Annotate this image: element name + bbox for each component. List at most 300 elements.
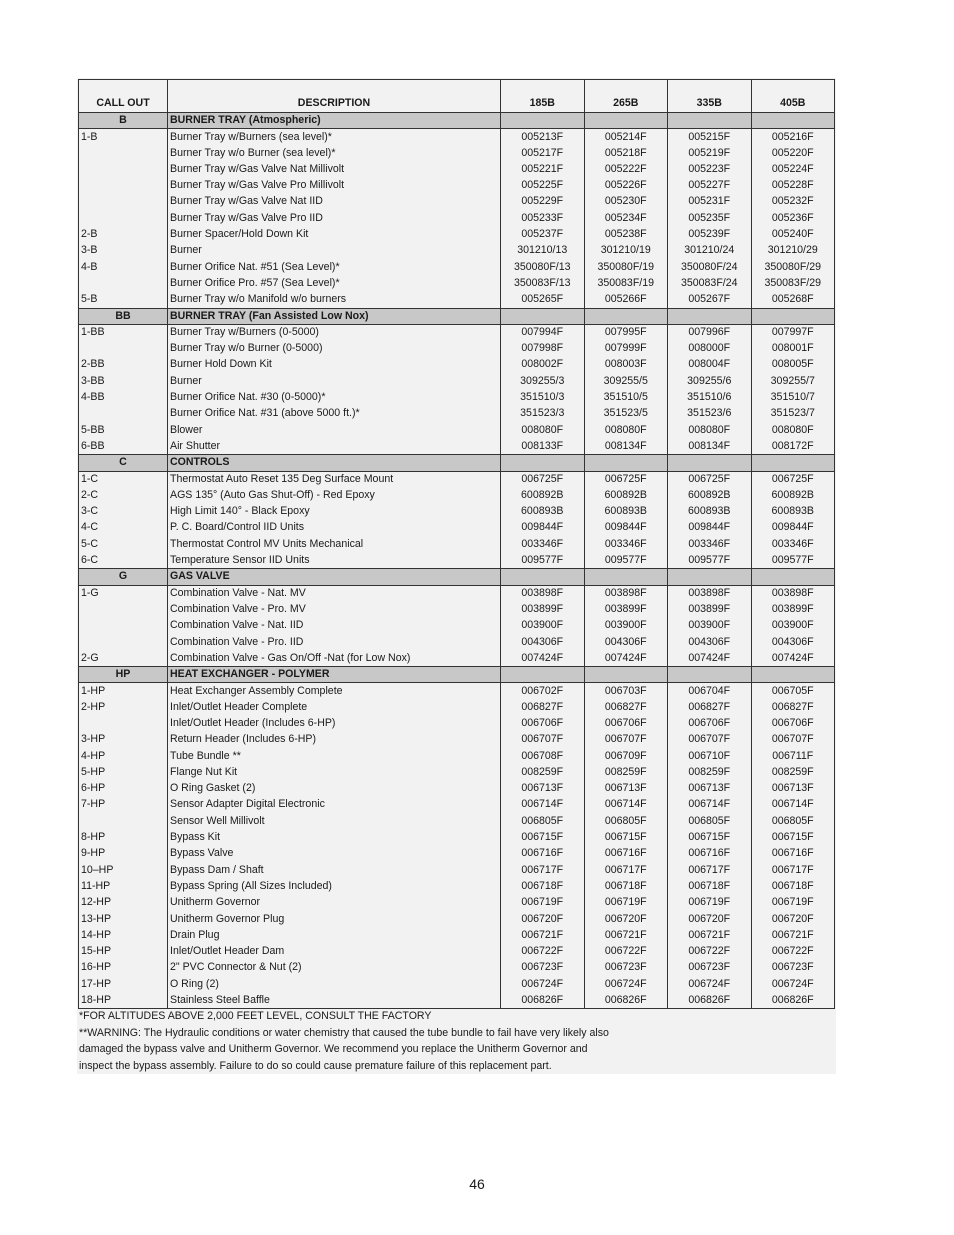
part-number-335b: 006717F: [668, 862, 752, 878]
part-number-265b: 005266F: [584, 292, 668, 308]
part-number-265b: 006826F: [584, 993, 668, 1009]
call-out-cell: 6-HP: [79, 781, 168, 797]
part-number-405b: 006723F: [751, 960, 835, 976]
part-number-405b: 003899F: [751, 601, 835, 617]
call-out-cell: 4-B: [79, 259, 168, 275]
part-number-405b: 007997F: [751, 324, 835, 340]
table-row: [79, 699, 835, 715]
table-row: [79, 487, 835, 503]
part-number-185b: 003900F: [501, 618, 585, 634]
part-number-335b: 006722F: [668, 944, 752, 960]
part-number-405b: 006718F: [751, 878, 835, 894]
description-cell: Air Shutter: [168, 438, 501, 454]
description-cell: Burner Tray w/Burners (sea level)*: [168, 129, 501, 145]
part-number-265b: 006718F: [584, 878, 668, 894]
call-out-cell: 1-G: [79, 585, 168, 601]
part-number-265b: 006709F: [584, 748, 668, 764]
table-row: [79, 732, 835, 748]
header-description: DESCRIPTION: [168, 80, 501, 113]
description-cell: Temperature Sensor IID Units: [168, 553, 501, 569]
table-row: [79, 129, 835, 145]
call-out-cell: 4-HP: [79, 748, 168, 764]
section-empty-cell: [584, 455, 668, 471]
part-number-335b: 600892B: [668, 487, 752, 503]
call-out-cell: [79, 145, 168, 161]
description-cell: Burner Orifice Pro. #57 (Sea Level)*: [168, 275, 501, 291]
table-row: [79, 553, 835, 569]
altitude-note: *FOR ALTITUDES ABOVE 2,000 FEET LEVEL, CONSULT THE FACTORY: [79, 1010, 432, 1022]
part-number-185b: 005265F: [501, 292, 585, 308]
part-number-335b: 008134F: [668, 438, 752, 454]
section-empty-cell: [751, 569, 835, 585]
part-number-405b: 006720F: [751, 911, 835, 927]
description-cell: Burner Tray w/Gas Valve Pro IID: [168, 210, 501, 226]
part-number-335b: 006707F: [668, 732, 752, 748]
part-number-335b: 007996F: [668, 324, 752, 340]
section-empty-cell: [501, 113, 585, 129]
call-out-cell: 7-HP: [79, 797, 168, 813]
call-out-cell: [79, 341, 168, 357]
description-cell: Combination Valve - Pro. IID: [168, 634, 501, 650]
part-number-405b: 351510/7: [751, 390, 835, 406]
part-number-405b: 006721F: [751, 927, 835, 943]
description-cell: Bypass Valve: [168, 846, 501, 862]
part-number-265b: 006707F: [584, 732, 668, 748]
part-number-335b: 008004F: [668, 357, 752, 373]
part-number-185b: 008133F: [501, 438, 585, 454]
part-number-405b: 005216F: [751, 129, 835, 145]
section-empty-cell: [584, 667, 668, 683]
part-number-335b: 006716F: [668, 846, 752, 862]
part-number-335b: 600893B: [668, 504, 752, 520]
table-row: [79, 536, 835, 552]
part-number-335b: 006721F: [668, 927, 752, 943]
description-cell: Unitherm Governor Plug: [168, 911, 501, 927]
description-cell: Burner Tray w/o Manifold w/o burners: [168, 292, 501, 308]
part-number-405b: 005220F: [751, 145, 835, 161]
part-number-185b: 003899F: [501, 601, 585, 617]
part-number-265b: 003900F: [584, 618, 668, 634]
warning-note-line: inspect the bypass assembly. Failure to do so could cause premature failure of this replacement part.: [79, 1059, 552, 1072]
description-cell: Bypass Kit: [168, 830, 501, 846]
part-number-405b: 006711F: [751, 748, 835, 764]
description-cell: Burner Hold Down Kit: [168, 357, 501, 373]
call-out-cell: 2-C: [79, 487, 168, 503]
description-cell: High Limit 140° - Black Epoxy: [168, 504, 501, 520]
table-row: [79, 275, 835, 291]
part-number-405b: 008005F: [751, 357, 835, 373]
part-number-405b: 006805F: [751, 813, 835, 829]
description-cell: Thermostat Control MV Units Mechanical: [168, 536, 501, 552]
part-number-405b: 008001F: [751, 341, 835, 357]
part-number-265b: 008259F: [584, 764, 668, 780]
part-number-265b: 006715F: [584, 830, 668, 846]
call-out-cell: 14-HP: [79, 927, 168, 943]
table-row: [79, 390, 835, 406]
part-number-335b: 005215F: [668, 129, 752, 145]
table-header-row: [79, 80, 835, 113]
part-number-185b: 006717F: [501, 862, 585, 878]
part-number-405b: 008259F: [751, 764, 835, 780]
description-cell: Return Header (Includes 6-HP): [168, 732, 501, 748]
part-number-335b: 005227F: [668, 178, 752, 194]
part-number-185b: 600893B: [501, 504, 585, 520]
part-number-405b: 005224F: [751, 161, 835, 177]
page-number: 46: [469, 1176, 485, 1192]
part-number-265b: 006724F: [584, 976, 668, 992]
section-empty-cell: [584, 308, 668, 324]
description-cell: Burner: [168, 243, 501, 259]
part-number-405b: 006722F: [751, 944, 835, 960]
table-row: [79, 227, 835, 243]
part-number-265b: 006703F: [584, 683, 668, 699]
call-out-cell: 15-HP: [79, 944, 168, 960]
table-row: [79, 406, 835, 422]
part-number-185b: 007994F: [501, 324, 585, 340]
part-number-185b: 006722F: [501, 944, 585, 960]
table-row: [79, 357, 835, 373]
part-number-265b: 007995F: [584, 324, 668, 340]
part-number-405b: 005236F: [751, 210, 835, 226]
part-number-335b: 005223F: [668, 161, 752, 177]
part-number-185b: 350083F/13: [501, 275, 585, 291]
call-out-cell: 2-B: [79, 227, 168, 243]
part-number-185b: 006702F: [501, 683, 585, 699]
part-number-405b: 301210/29: [751, 243, 835, 259]
part-number-405b: 006724F: [751, 976, 835, 992]
call-out-cell: 17-HP: [79, 976, 168, 992]
table-row: [79, 210, 835, 226]
call-out-cell: 18-HP: [79, 993, 168, 1009]
part-number-185b: 600892B: [501, 487, 585, 503]
table-row: [79, 520, 835, 536]
part-number-405b: 005268F: [751, 292, 835, 308]
part-number-185b: 005237F: [501, 227, 585, 243]
part-number-335b: 003899F: [668, 601, 752, 617]
header-model-185b: 185B: [501, 80, 585, 113]
part-number-335b: 301210/24: [668, 243, 752, 259]
part-number-265b: 309255/5: [584, 373, 668, 389]
description-cell: Combination Valve - Nat. IID: [168, 618, 501, 634]
part-number-185b: 009844F: [501, 520, 585, 536]
table-row: [79, 764, 835, 780]
part-number-405b: 351523/7: [751, 406, 835, 422]
part-number-405b: 007424F: [751, 650, 835, 666]
description-cell: Burner Orifice Nat. #51 (Sea Level)*: [168, 259, 501, 275]
part-number-405b: 006707F: [751, 732, 835, 748]
part-number-335b: 006723F: [668, 960, 752, 976]
part-number-405b: 006714F: [751, 797, 835, 813]
table-row: [79, 618, 835, 634]
section-empty-cell: [751, 308, 835, 324]
call-out-cell: 9-HP: [79, 846, 168, 862]
section-header-row: [79, 113, 835, 129]
part-number-335b: 005267F: [668, 292, 752, 308]
part-number-265b: 351510/5: [584, 390, 668, 406]
table-row: [79, 292, 835, 308]
section-title: CONTROLS: [168, 455, 501, 471]
section-empty-cell: [501, 569, 585, 585]
table-row: [79, 145, 835, 161]
part-number-405b: 600893B: [751, 504, 835, 520]
part-number-335b: 006826F: [668, 993, 752, 1009]
part-number-405b: 009844F: [751, 520, 835, 536]
part-number-185b: 006721F: [501, 927, 585, 943]
part-number-185b: 006715F: [501, 830, 585, 846]
warning-note-line: damaged the bypass valve and Unitherm Governor. We recommend you replace the Unitherm Governor and: [79, 1043, 588, 1055]
part-number-335b: 004306F: [668, 634, 752, 650]
table-row: [79, 438, 835, 454]
call-out-cell: 5-HP: [79, 764, 168, 780]
description-cell: Combination Valve - Nat. MV: [168, 585, 501, 601]
part-number-185b: 006805F: [501, 813, 585, 829]
table-row: [79, 178, 835, 194]
description-cell: P. C. Board/Control IID Units: [168, 520, 501, 536]
section-empty-cell: [668, 667, 752, 683]
part-number-405b: 003346F: [751, 536, 835, 552]
part-number-405b: 005240F: [751, 227, 835, 243]
description-cell: Thermostat Auto Reset 135 Deg Surface Mount: [168, 471, 501, 487]
table-row: [79, 748, 835, 764]
description-cell: Stainless Steel Baffle: [168, 993, 501, 1009]
part-number-335b: 009577F: [668, 553, 752, 569]
part-number-405b: 309255/7: [751, 373, 835, 389]
part-number-265b: 006827F: [584, 699, 668, 715]
call-out-cell: 1-BB: [79, 324, 168, 340]
table-row: [79, 650, 835, 666]
part-number-185b: 006724F: [501, 976, 585, 992]
part-number-185b: 009577F: [501, 553, 585, 569]
call-out-cell: [79, 601, 168, 617]
call-out-cell: [79, 275, 168, 291]
part-number-185b: 006719F: [501, 895, 585, 911]
table-row: [79, 993, 835, 1009]
description-cell: Inlet/Outlet Header Dam: [168, 944, 501, 960]
part-number-185b: 006725F: [501, 471, 585, 487]
call-out-cell: 3-C: [79, 504, 168, 520]
part-number-185b: 008259F: [501, 764, 585, 780]
part-number-265b: 006706F: [584, 715, 668, 731]
description-cell: AGS 135° (Auto Gas Shut-Off) - Red Epoxy: [168, 487, 501, 503]
description-cell: Inlet/Outlet Header (Includes 6-HP): [168, 715, 501, 731]
section-code: HP: [79, 667, 168, 683]
part-number-265b: 008134F: [584, 438, 668, 454]
part-number-265b: 006719F: [584, 895, 668, 911]
part-number-265b: 006716F: [584, 846, 668, 862]
part-number-265b: 009844F: [584, 520, 668, 536]
part-number-335b: 003900F: [668, 618, 752, 634]
table-row: [79, 878, 835, 894]
part-number-265b: 006805F: [584, 813, 668, 829]
part-number-265b: 350083F/19: [584, 275, 668, 291]
part-number-265b: 600893B: [584, 504, 668, 520]
call-out-cell: 6-C: [79, 553, 168, 569]
table-row: [79, 422, 835, 438]
call-out-cell: 1-B: [79, 129, 168, 145]
header-call-out: CALL OUT: [79, 80, 168, 113]
section-empty-cell: [668, 308, 752, 324]
call-out-cell: 3-B: [79, 243, 168, 259]
part-number-265b: 006725F: [584, 471, 668, 487]
part-number-265b: 006720F: [584, 911, 668, 927]
part-number-405b: 006705F: [751, 683, 835, 699]
part-number-265b: 350080F/19: [584, 259, 668, 275]
call-out-cell: [79, 178, 168, 194]
part-number-405b: 350080F/29: [751, 259, 835, 275]
part-number-405b: 004306F: [751, 634, 835, 650]
part-number-335b: 006725F: [668, 471, 752, 487]
call-out-cell: 5-C: [79, 536, 168, 552]
description-cell: O Ring Gasket (2): [168, 781, 501, 797]
call-out-cell: [79, 618, 168, 634]
section-title: HEAT EXCHANGER - POLYMER: [168, 667, 501, 683]
table-row: [79, 813, 835, 829]
table-row: [79, 471, 835, 487]
part-number-335b: 009844F: [668, 520, 752, 536]
part-number-265b: 005218F: [584, 145, 668, 161]
description-cell: Inlet/Outlet Header Complete: [168, 699, 501, 715]
part-number-335b: 008080F: [668, 422, 752, 438]
part-number-185b: 005213F: [501, 129, 585, 145]
part-number-265b: 005234F: [584, 210, 668, 226]
part-number-335b: 008000F: [668, 341, 752, 357]
part-number-265b: 003346F: [584, 536, 668, 552]
description-cell: Bypass Spring (All Sizes Included): [168, 878, 501, 894]
description-cell: Burner Tray w/Burners (0-5000): [168, 324, 501, 340]
part-number-335b: 005231F: [668, 194, 752, 210]
parts-table-body: [79, 113, 835, 1009]
description-cell: O Ring (2): [168, 976, 501, 992]
table-row: [79, 830, 835, 846]
part-number-185b: 006723F: [501, 960, 585, 976]
call-out-cell: 13-HP: [79, 911, 168, 927]
part-number-405b: 003900F: [751, 618, 835, 634]
header-model-265b: 265B: [584, 80, 668, 113]
call-out-cell: [79, 194, 168, 210]
section-code: G: [79, 569, 168, 585]
section-empty-cell: [668, 455, 752, 471]
description-cell: Bypass Dam / Shaft: [168, 862, 501, 878]
call-out-cell: 3-BB: [79, 373, 168, 389]
part-number-265b: 006721F: [584, 927, 668, 943]
description-cell: Sensor Well Millivolt: [168, 813, 501, 829]
part-number-265b: 005222F: [584, 161, 668, 177]
description-cell: Unitherm Governor: [168, 895, 501, 911]
section-code: B: [79, 113, 168, 129]
section-empty-cell: [584, 113, 668, 129]
section-empty-cell: [668, 569, 752, 585]
call-out-cell: 1-C: [79, 471, 168, 487]
part-number-335b: 006704F: [668, 683, 752, 699]
description-cell: Burner: [168, 373, 501, 389]
part-number-265b: 008003F: [584, 357, 668, 373]
part-number-405b: 005228F: [751, 178, 835, 194]
call-out-cell: 11-HP: [79, 878, 168, 894]
header-model-335b: 335B: [668, 80, 752, 113]
call-out-cell: [79, 634, 168, 650]
part-number-185b: 004306F: [501, 634, 585, 650]
part-number-185b: 006706F: [501, 715, 585, 731]
warning-note-line: **WARNING: The Hydraulic conditions or water chemistry that caused the tube bundle to fail have very likely also: [79, 1026, 609, 1039]
part-number-265b: 006717F: [584, 862, 668, 878]
footnotes: [79, 1008, 835, 1074]
part-number-335b: 351510/6: [668, 390, 752, 406]
description-cell: Drain Plug: [168, 927, 501, 943]
part-number-265b: 005226F: [584, 178, 668, 194]
section-empty-cell: [501, 308, 585, 324]
table-row: [79, 634, 835, 650]
part-number-185b: 301210/13: [501, 243, 585, 259]
section-title: GAS VALVE: [168, 569, 501, 585]
part-number-335b: 006720F: [668, 911, 752, 927]
part-number-335b: 006713F: [668, 781, 752, 797]
section-empty-cell: [751, 455, 835, 471]
table-row: [79, 259, 835, 275]
table-row: [79, 715, 835, 731]
part-number-335b: 005239F: [668, 227, 752, 243]
table-row: [79, 243, 835, 259]
part-number-185b: 006718F: [501, 878, 585, 894]
part-number-265b: 006722F: [584, 944, 668, 960]
part-number-265b: 006723F: [584, 960, 668, 976]
part-number-185b: 006716F: [501, 846, 585, 862]
description-cell: Burner Tray w/Gas Valve Nat Millivolt: [168, 161, 501, 177]
part-number-265b: 301210/19: [584, 243, 668, 259]
part-number-335b: 351523/6: [668, 406, 752, 422]
part-number-185b: 006720F: [501, 911, 585, 927]
table-row: [79, 781, 835, 797]
call-out-cell: 2-HP: [79, 699, 168, 715]
part-number-405b: 003898F: [751, 585, 835, 601]
part-number-405b: 350083F/29: [751, 275, 835, 291]
table-row: [79, 504, 835, 520]
part-number-335b: 309255/6: [668, 373, 752, 389]
part-number-405b: 009577F: [751, 553, 835, 569]
part-number-335b: 350083F/24: [668, 275, 752, 291]
table-row: [79, 324, 835, 340]
table-row: [79, 911, 835, 927]
section-code: BB: [79, 308, 168, 324]
part-number-265b: 009577F: [584, 553, 668, 569]
part-number-405b: 008172F: [751, 438, 835, 454]
part-number-185b: 006826F: [501, 993, 585, 1009]
table-row: [79, 895, 835, 911]
call-out-cell: 6-BB: [79, 438, 168, 454]
part-number-185b: 006708F: [501, 748, 585, 764]
call-out-cell: 4-C: [79, 520, 168, 536]
part-number-265b: 003899F: [584, 601, 668, 617]
call-out-cell: [79, 715, 168, 731]
table-row: [79, 341, 835, 357]
call-out-cell: [79, 210, 168, 226]
description-cell: Burner Orifice Nat. #31 (above 5000 ft.)*: [168, 406, 501, 422]
part-number-335b: 007424F: [668, 650, 752, 666]
call-out-cell: [79, 406, 168, 422]
description-cell: Tube Bundle **: [168, 748, 501, 764]
section-empty-cell: [751, 113, 835, 129]
description-cell: Flange Nut Kit: [168, 764, 501, 780]
part-number-335b: 006718F: [668, 878, 752, 894]
section-title: BURNER TRAY (Fan Assisted Low Nox): [168, 308, 501, 324]
table-row: [79, 373, 835, 389]
call-out-cell: 16-HP: [79, 960, 168, 976]
part-number-265b: 005238F: [584, 227, 668, 243]
description-cell: Combination Valve - Pro. MV: [168, 601, 501, 617]
part-number-265b: 005230F: [584, 194, 668, 210]
call-out-cell: 10–HP: [79, 862, 168, 878]
part-number-185b: 005225F: [501, 178, 585, 194]
table-row: [79, 194, 835, 210]
